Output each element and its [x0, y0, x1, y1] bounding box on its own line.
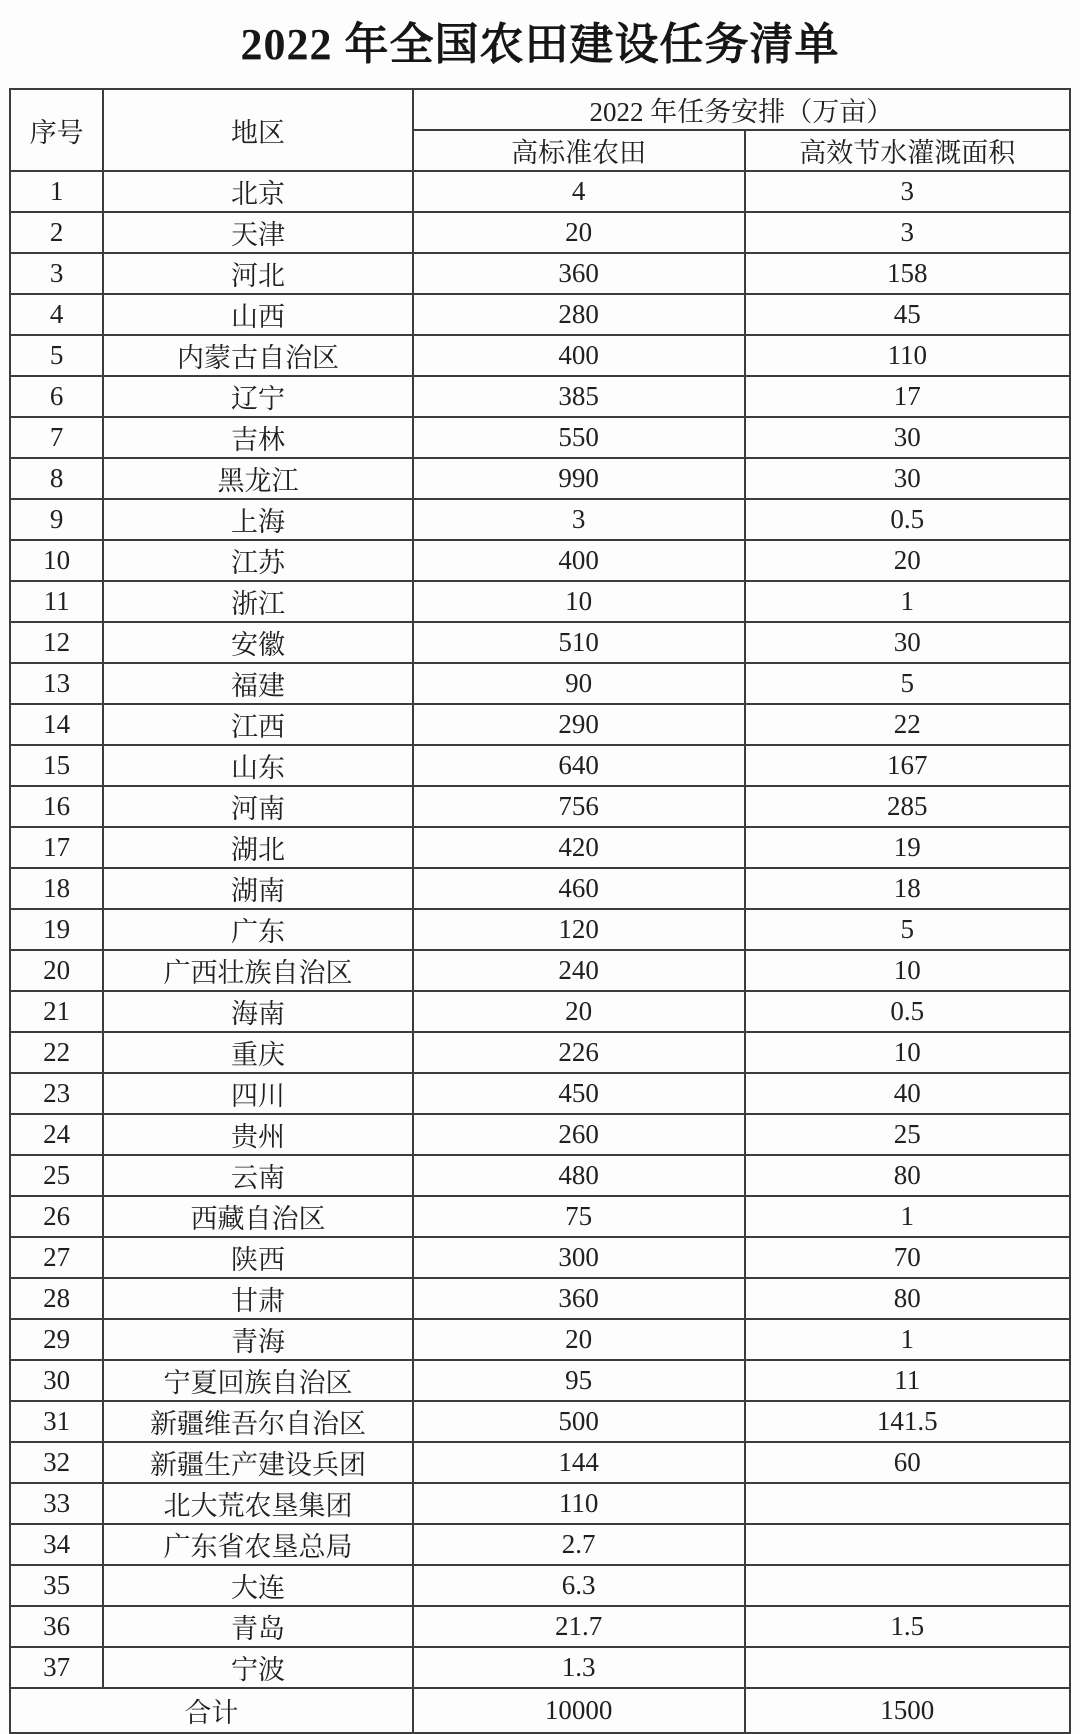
table-row — [10, 1483, 1070, 1524]
row-high-standard: 550 — [413, 417, 745, 458]
row-no: 20 — [10, 950, 103, 991]
table-row — [10, 1606, 1070, 1647]
row-no: 15 — [10, 745, 103, 786]
row-no: 4 — [10, 294, 103, 335]
row-region: 山东 — [103, 745, 413, 786]
row-high-standard: 300 — [413, 1237, 745, 1278]
row-no: 17 — [10, 827, 103, 868]
row-high-standard: 385 — [413, 376, 745, 417]
row-high-standard: 360 — [413, 253, 745, 294]
row-high-standard: 226 — [413, 1032, 745, 1073]
farmland-task-table — [9, 88, 1071, 1734]
row-irrigation: 60 — [745, 1442, 1070, 1483]
row-high-standard: 240 — [413, 950, 745, 991]
row-irrigation: 5 — [745, 663, 1070, 704]
row-no: 35 — [10, 1565, 103, 1606]
table-header — [10, 89, 1070, 171]
row-irrigation: 30 — [745, 622, 1070, 663]
row-high-standard: 10 — [413, 581, 745, 622]
row-irrigation: 11 — [745, 1360, 1070, 1401]
row-irrigation: 167 — [745, 745, 1070, 786]
row-irrigation: 17 — [745, 376, 1070, 417]
row-high-standard: 360 — [413, 1278, 745, 1319]
table-row — [10, 1114, 1070, 1155]
row-no: 26 — [10, 1196, 103, 1237]
row-high-standard: 990 — [413, 458, 745, 499]
row-high-standard: 260 — [413, 1114, 745, 1155]
row-no: 32 — [10, 1442, 103, 1483]
row-region: 青海 — [103, 1319, 413, 1360]
table-row — [10, 335, 1070, 376]
row-no: 21 — [10, 991, 103, 1032]
header-col-no: 序号 — [10, 89, 103, 171]
row-region: 天津 — [103, 212, 413, 253]
row-irrigation: 1 — [745, 1319, 1070, 1360]
row-region: 黑龙江 — [103, 458, 413, 499]
table-row — [10, 417, 1070, 458]
header-col-group: 2022 年任务安排（万亩） — [413, 89, 1070, 130]
row-region: 湖北 — [103, 827, 413, 868]
row-no: 19 — [10, 909, 103, 950]
row-high-standard: 280 — [413, 294, 745, 335]
row-no: 5 — [10, 335, 103, 376]
row-high-standard: 450 — [413, 1073, 745, 1114]
row-no: 8 — [10, 458, 103, 499]
row-region: 辽宁 — [103, 376, 413, 417]
table-row — [10, 663, 1070, 704]
table-row — [10, 581, 1070, 622]
row-high-standard: 20 — [413, 212, 745, 253]
row-irrigation: 3 — [745, 212, 1070, 253]
row-region: 青岛 — [103, 1606, 413, 1647]
row-no: 10 — [10, 540, 103, 581]
row-irrigation: 0.5 — [745, 499, 1070, 540]
row-no: 28 — [10, 1278, 103, 1319]
header-col-region: 地区 — [103, 89, 413, 171]
row-region: 重庆 — [103, 1032, 413, 1073]
row-region: 福建 — [103, 663, 413, 704]
row-high-standard: 420 — [413, 827, 745, 868]
table-row — [10, 294, 1070, 335]
header-row-top — [10, 89, 1070, 130]
row-high-standard: 400 — [413, 335, 745, 376]
row-high-standard: 120 — [413, 909, 745, 950]
row-irrigation: 1 — [745, 1196, 1070, 1237]
row-no: 9 — [10, 499, 103, 540]
row-region: 广东省农垦总局 — [103, 1524, 413, 1565]
row-no: 13 — [10, 663, 103, 704]
row-high-standard: 290 — [413, 704, 745, 745]
row-no: 29 — [10, 1319, 103, 1360]
row-region: 广西壮族自治区 — [103, 950, 413, 991]
row-region: 海南 — [103, 991, 413, 1032]
table-row — [10, 1196, 1070, 1237]
row-high-standard: 640 — [413, 745, 745, 786]
row-region: 河北 — [103, 253, 413, 294]
table-row — [10, 991, 1070, 1032]
row-high-standard: 144 — [413, 1442, 745, 1483]
row-no: 37 — [10, 1647, 103, 1688]
row-high-standard: 21.7 — [413, 1606, 745, 1647]
table-row — [10, 458, 1070, 499]
row-irrigation: 80 — [745, 1278, 1070, 1319]
row-region: 山西 — [103, 294, 413, 335]
table-row — [10, 827, 1070, 868]
table-row — [10, 253, 1070, 294]
row-irrigation: 20 — [745, 540, 1070, 581]
row-irrigation: 45 — [745, 294, 1070, 335]
row-no: 11 — [10, 581, 103, 622]
row-region: 陕西 — [103, 1237, 413, 1278]
row-region: 吉林 — [103, 417, 413, 458]
row-high-standard: 6.3 — [413, 1565, 745, 1606]
row-high-standard: 4 — [413, 171, 745, 212]
table-row — [10, 540, 1070, 581]
total-row — [10, 1688, 1070, 1733]
row-high-standard: 75 — [413, 1196, 745, 1237]
row-region: 江西 — [103, 704, 413, 745]
document-title: 2022 年全国农田建设任务清单 — [240, 20, 840, 69]
total-label: 合计 — [10, 1688, 413, 1733]
row-region: 河南 — [103, 786, 413, 827]
table-row — [10, 704, 1070, 745]
table-row — [10, 622, 1070, 663]
table-row — [10, 212, 1070, 253]
row-region: 云南 — [103, 1155, 413, 1196]
row-region: 广东 — [103, 909, 413, 950]
row-region: 湖南 — [103, 868, 413, 909]
row-no: 36 — [10, 1606, 103, 1647]
row-no: 6 — [10, 376, 103, 417]
row-no: 14 — [10, 704, 103, 745]
row-irrigation: 70 — [745, 1237, 1070, 1278]
row-high-standard: 1.3 — [413, 1647, 745, 1688]
row-irrigation: 1 — [745, 581, 1070, 622]
row-region: 浙江 — [103, 581, 413, 622]
row-high-standard: 20 — [413, 991, 745, 1032]
row-region: 四川 — [103, 1073, 413, 1114]
table-row — [10, 1647, 1070, 1688]
table-row — [10, 1032, 1070, 1073]
row-no: 2 — [10, 212, 103, 253]
row-region: 大连 — [103, 1565, 413, 1606]
row-irrigation: 10 — [745, 1032, 1070, 1073]
row-no: 18 — [10, 868, 103, 909]
row-irrigation — [745, 1565, 1070, 1606]
row-region: 新疆维吾尔自治区 — [103, 1401, 413, 1442]
row-no: 3 — [10, 253, 103, 294]
row-no: 16 — [10, 786, 103, 827]
row-region: 江苏 — [103, 540, 413, 581]
row-high-standard: 20 — [413, 1319, 745, 1360]
row-irrigation: 285 — [745, 786, 1070, 827]
header-col-irrigation: 高效节水灌溉面积 — [745, 130, 1070, 171]
row-no: 1 — [10, 171, 103, 212]
row-no: 23 — [10, 1073, 103, 1114]
row-no: 33 — [10, 1483, 103, 1524]
row-region: 宁夏回族自治区 — [103, 1360, 413, 1401]
row-high-standard: 460 — [413, 868, 745, 909]
row-irrigation: 10 — [745, 950, 1070, 991]
row-high-standard: 2.7 — [413, 1524, 745, 1565]
row-high-standard: 400 — [413, 540, 745, 581]
row-no: 31 — [10, 1401, 103, 1442]
total-high-standard: 10000 — [413, 1688, 745, 1733]
row-irrigation: 30 — [745, 458, 1070, 499]
row-high-standard: 500 — [413, 1401, 745, 1442]
row-high-standard: 480 — [413, 1155, 745, 1196]
row-region: 贵州 — [103, 1114, 413, 1155]
row-irrigation — [745, 1483, 1070, 1524]
row-irrigation: 80 — [745, 1155, 1070, 1196]
row-no: 24 — [10, 1114, 103, 1155]
table-footer — [10, 1688, 1070, 1733]
table-row — [10, 499, 1070, 540]
table-row — [10, 171, 1070, 212]
table-row — [10, 1565, 1070, 1606]
header-col-high-standard: 高标准农田 — [413, 130, 745, 171]
row-irrigation: 158 — [745, 253, 1070, 294]
table-row — [10, 745, 1070, 786]
row-region: 上海 — [103, 499, 413, 540]
row-irrigation: 1.5 — [745, 1606, 1070, 1647]
row-region: 新疆生产建设兵团 — [103, 1442, 413, 1483]
table-row — [10, 1073, 1070, 1114]
row-irrigation: 22 — [745, 704, 1070, 745]
table-row — [10, 909, 1070, 950]
row-irrigation: 141.5 — [745, 1401, 1070, 1442]
row-high-standard: 90 — [413, 663, 745, 704]
row-region: 内蒙古自治区 — [103, 335, 413, 376]
row-high-standard: 756 — [413, 786, 745, 827]
row-region: 北京 — [103, 171, 413, 212]
row-high-standard: 510 — [413, 622, 745, 663]
row-high-standard: 95 — [413, 1360, 745, 1401]
row-irrigation: 40 — [745, 1073, 1070, 1114]
table-body — [10, 171, 1070, 1688]
row-region: 北大荒农垦集团 — [103, 1483, 413, 1524]
row-no: 30 — [10, 1360, 103, 1401]
row-no: 22 — [10, 1032, 103, 1073]
row-no: 7 — [10, 417, 103, 458]
total-irrigation: 1500 — [745, 1688, 1070, 1733]
table-row — [10, 1360, 1070, 1401]
row-irrigation: 19 — [745, 827, 1070, 868]
table-row — [10, 1401, 1070, 1442]
row-irrigation: 30 — [745, 417, 1070, 458]
table-row — [10, 1278, 1070, 1319]
table-row — [10, 376, 1070, 417]
table-row — [10, 1524, 1070, 1565]
table-row — [10, 868, 1070, 909]
row-high-standard: 3 — [413, 499, 745, 540]
row-irrigation: 0.5 — [745, 991, 1070, 1032]
row-no: 25 — [10, 1155, 103, 1196]
table-row — [10, 1237, 1070, 1278]
table-row — [10, 950, 1070, 991]
table-row — [10, 786, 1070, 827]
row-irrigation: 3 — [745, 171, 1070, 212]
row-region: 西藏自治区 — [103, 1196, 413, 1237]
row-no: 27 — [10, 1237, 103, 1278]
row-region: 甘肃 — [103, 1278, 413, 1319]
row-high-standard: 110 — [413, 1483, 745, 1524]
row-irrigation — [745, 1524, 1070, 1565]
row-region: 宁波 — [103, 1647, 413, 1688]
row-irrigation: 5 — [745, 909, 1070, 950]
table-row — [10, 1442, 1070, 1483]
table-row — [10, 1319, 1070, 1360]
row-irrigation: 25 — [745, 1114, 1070, 1155]
row-region: 安徽 — [103, 622, 413, 663]
row-irrigation: 18 — [745, 868, 1070, 909]
row-irrigation — [745, 1647, 1070, 1688]
row-no: 34 — [10, 1524, 103, 1565]
row-no: 12 — [10, 622, 103, 663]
table-row — [10, 1155, 1070, 1196]
row-irrigation: 110 — [745, 335, 1070, 376]
